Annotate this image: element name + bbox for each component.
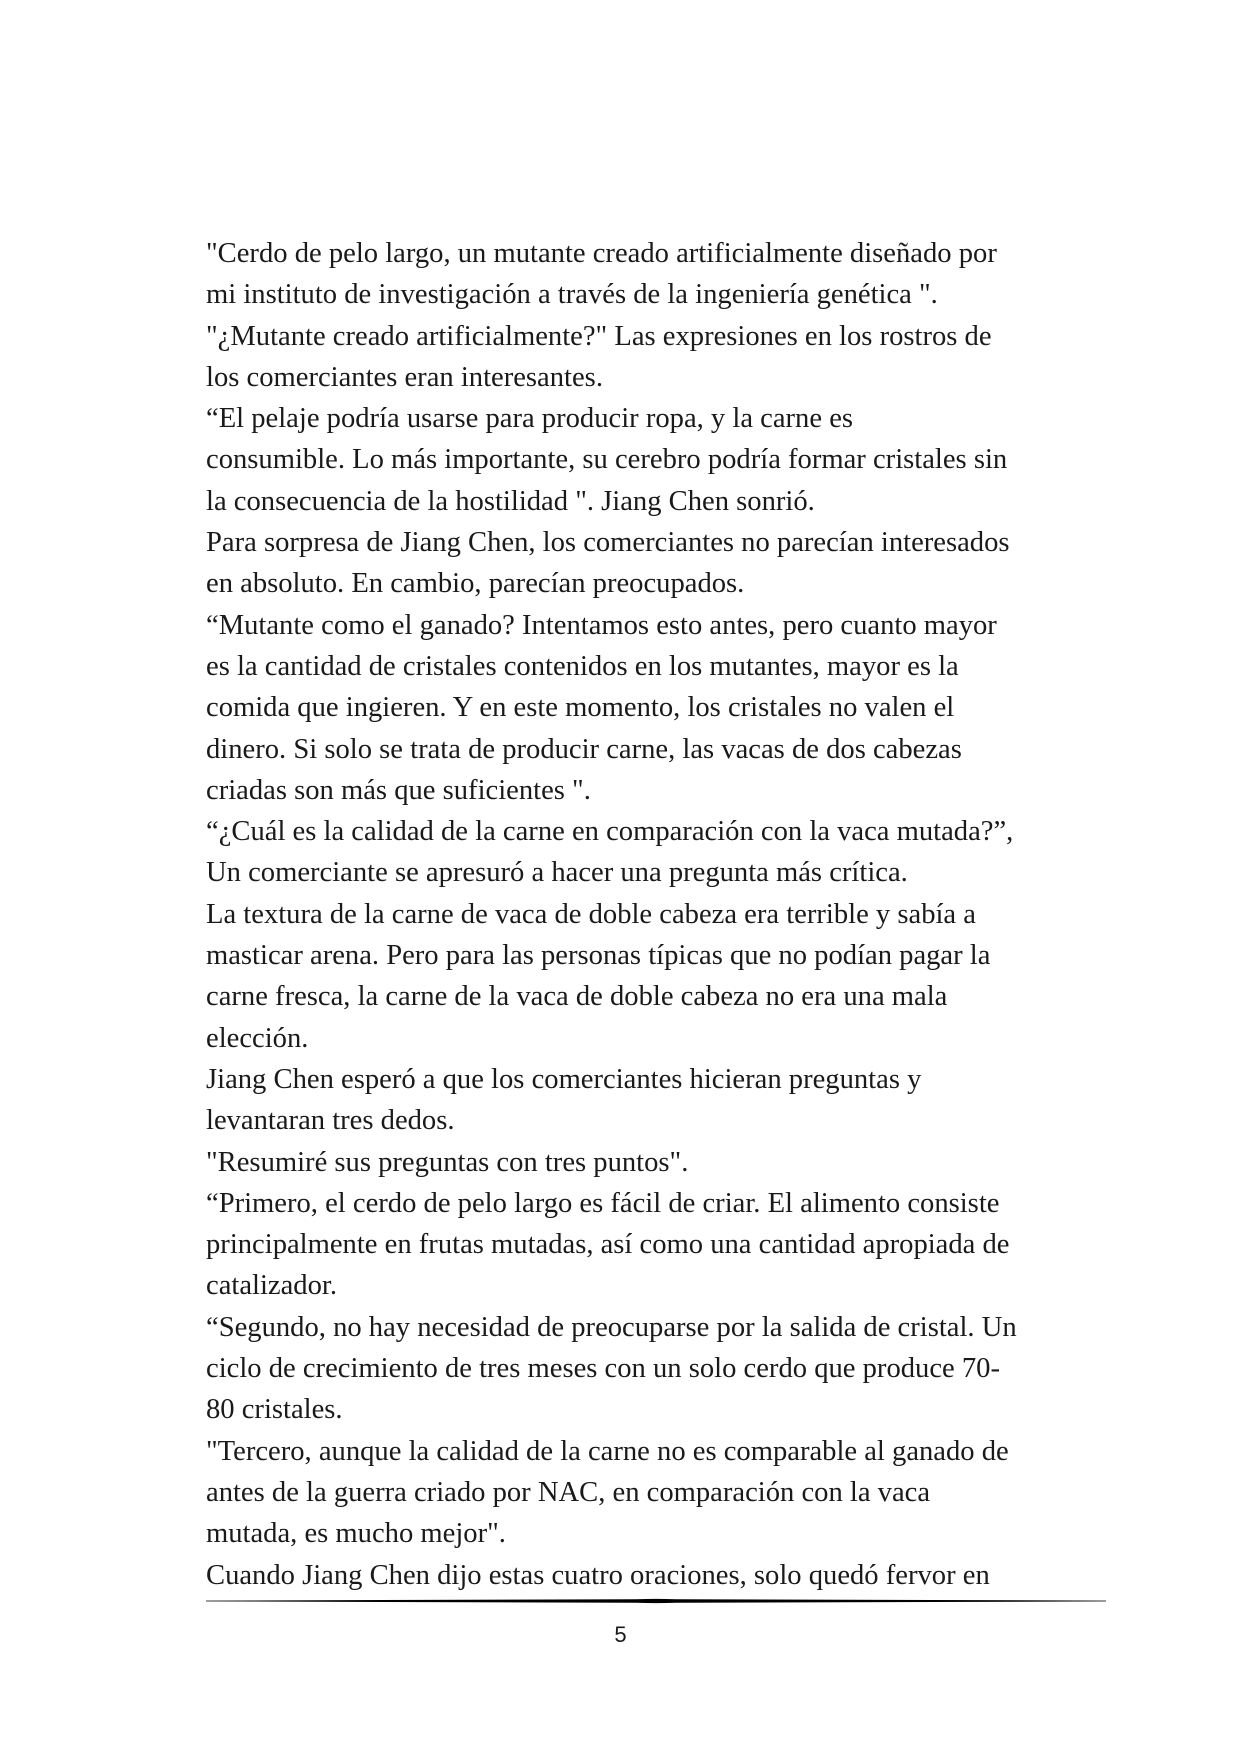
text-line: masticar arena. Pero para las personas típicas que no podían pagar la — [206, 940, 991, 972]
text-line: carne fresca, la carne de la vaca de doble cabeza no era una mala — [206, 981, 948, 1013]
text-line: Jiang Chen esperó a que los comerciantes hicieran preguntas y — [206, 1063, 922, 1095]
text-line: "Cerdo de pelo largo, un mutante creado artificialmente diseñado por — [206, 238, 997, 269]
text-line: "Resumiré sus preguntas con tres puntos". — [206, 1146, 689, 1178]
text-line: principalmente en frutas mutadas, así como una cantidad apropiada de — [206, 1229, 1010, 1261]
text-line: Cuando Jiang Chen dijo estas cuatro oraciones, solo quedó fervor en — [206, 1559, 990, 1591]
text-line: ciclo de crecimiento de tres meses con un solo cerdo que produce 70- — [206, 1353, 1000, 1385]
text-line: “¿Cuál es la calidad de la carne en comparación con la vaca mutada?”, — [206, 816, 1014, 848]
text-line: la consecuencia de la hostilidad ". Jiang Chen sonrió. — [206, 485, 815, 517]
text-line: levantaran tres dedos. — [206, 1105, 455, 1137]
text-line: mi instituto de investigación a través de la ingeniería genética ". — [206, 279, 938, 311]
text-line: catalizador. — [206, 1270, 337, 1302]
page-number: 5 — [614, 1622, 627, 1647]
text-line: "¿Mutante creado artificialmente?" Las expresiones en los rostros de — [206, 320, 992, 352]
text-line: “Segundo, no hay necesidad de preocuparse por la salida de cristal. Un — [206, 1311, 1017, 1343]
text-line: en absoluto. En cambio, parecían preocupados. — [206, 568, 745, 600]
text-line: Para sorpresa de Jiang Chen, los comerciantes no parecían interesados — [206, 527, 1010, 559]
text-line: "Tercero, aunque la calidad de la carne no es comparable al ganado de — [206, 1435, 1009, 1467]
text-line: los comerciantes eran interesantes. — [206, 361, 603, 393]
text-line: 80 cristales. — [206, 1394, 343, 1426]
text-line: antes de la guerra criado por NAC, en comparación con la vaca — [206, 1476, 931, 1508]
text-line: Un comerciante se apresuró a hacer una pregunta más crítica. — [206, 857, 908, 889]
text-line: “Mutante como el ganado? Intentamos esto antes, pero cuanto mayor — [206, 609, 997, 641]
text-line: dinero. Si solo se trata de producir carne, las vacas de dos cabezas — [206, 733, 962, 765]
text-line: La textura de la carne de vaca de doble cabeza era terrible y sabía a — [206, 898, 976, 930]
footer-rule — [206, 1597, 1106, 1605]
text-line: comida que ingieren. Y en este momento, los cristales no valen el — [206, 692, 955, 724]
text-line: elección. — [206, 1022, 309, 1054]
text-line: “Primero, el cerdo de pelo largo es fácil de criar. El alimento consiste — [206, 1187, 1000, 1219]
text-line: mutada, es mucho mejor". — [206, 1518, 506, 1550]
text-line: consumible. Lo más importante, su cerebro podría formar cristales sin — [206, 444, 1008, 476]
body-text — [206, 233, 1066, 1596]
text-line: criadas son más que suficientes ". — [206, 774, 591, 806]
text-line: es la cantidad de cristales contenidos en los mutantes, mayor es la — [206, 650, 959, 682]
text-line: “El pelaje podría usarse para producir ropa, y la carne es — [206, 403, 854, 435]
